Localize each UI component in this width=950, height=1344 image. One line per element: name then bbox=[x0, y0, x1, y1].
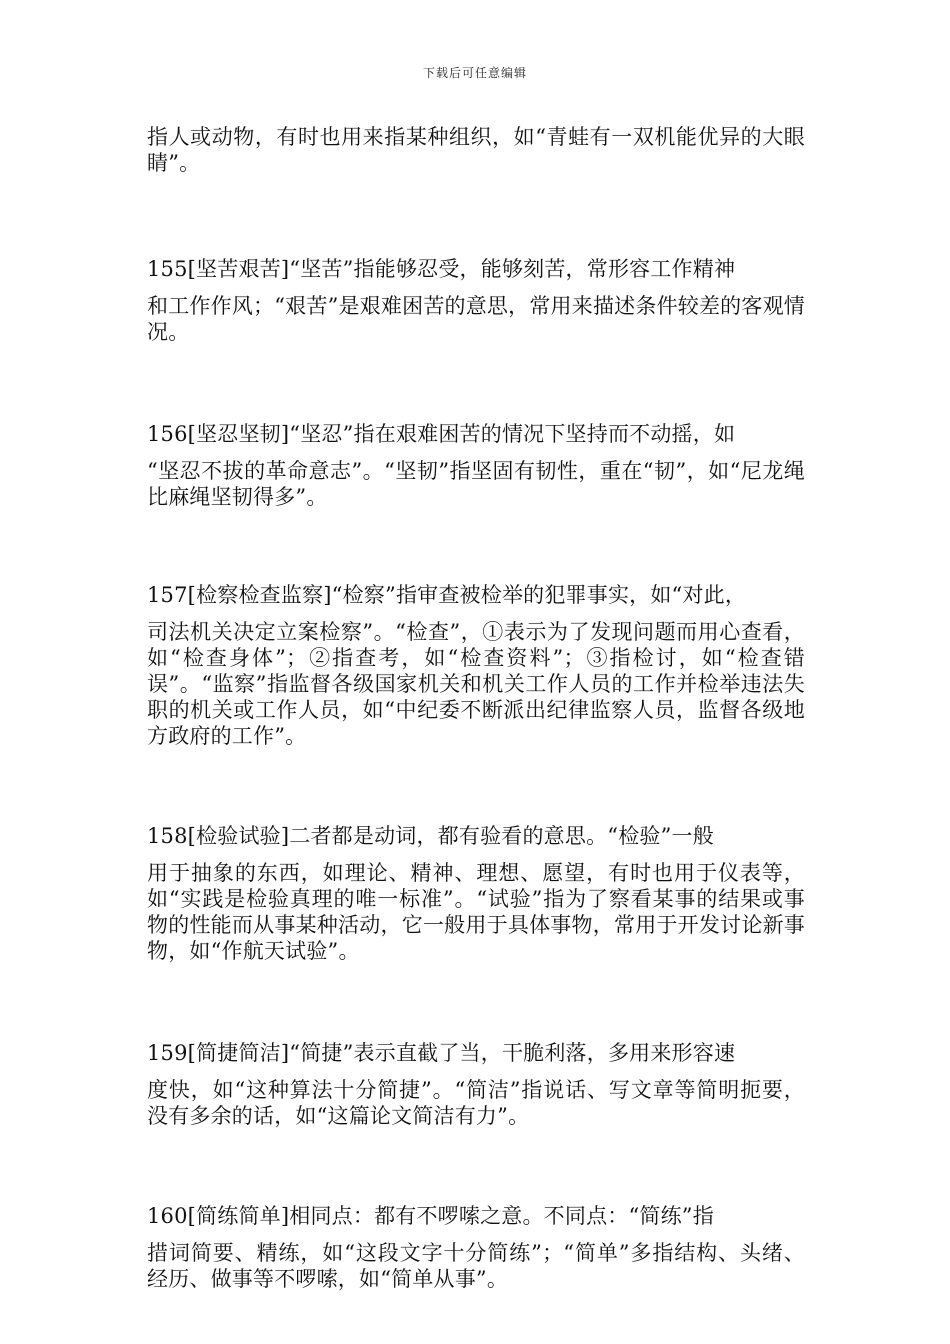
entry-158-heading: 158[检验试验]二者都是动词，都有验看的意思。“检验”一般 bbox=[147, 824, 714, 848]
entry-157-heading: 157[检察检查监察]“检察”指审查被检举的犯罪事实，如“对此， bbox=[147, 583, 747, 607]
entry-158 bbox=[147, 823, 805, 964]
entry-160-text: 措词简要、精练，如“这段文字十分简练”；“简单”多指结构、头绪、经历、做事等不啰嗦，如“简单从事”。 bbox=[147, 1241, 805, 1291]
entry-160-heading: 160[简练简单]相同点：都有不啰嗦之意。不同点：“简练”指 bbox=[147, 1204, 714, 1228]
entry-159-text: 度快，如“这种算法十分简捷”。“简洁”指说话、写文章等简明扼要，没有多余的话，如“这篇论文简洁有力”。 bbox=[147, 1078, 805, 1128]
document-body bbox=[147, 124, 805, 1292]
entry-159 bbox=[147, 1040, 805, 1129]
entry-155 bbox=[147, 256, 805, 345]
entry-158-text: 用于抽象的东西，如理论、精神、理想、愿望，有时也用于仪表等，如“实践是检验真理的唯一标准”。“试验”指为了察看某事的结果或事物的性能而从事某种活动，它一般用于具体事物，常用于开发讨论新事物，如“作航天试验”。 bbox=[147, 861, 805, 963]
entry-155-heading: 155[坚苦艰苦]“坚苦”指能够忍受，能够刻苦，常形容工作精神 bbox=[147, 257, 736, 281]
entry-156-text: “坚忍不拔的革命意志”。“坚韧”指坚固有韧性，重在“韧”，如“尼龙绳比麻绳坚韧得多”。 bbox=[147, 459, 805, 509]
entry-157-text: 司法机关决定立案检察”。“检查”，①表示为了发现问题而用心查看，如“检查身体”；②指查考，如“检查资料”；③指检讨，如“检查错误”。“监察”指监督各级国家机关和机关工作人员的工作并检举违法失职的机关或工作人员，如“中纪委不断派出纪律监察人员，监督各级地方政府的工作”。 bbox=[147, 620, 805, 748]
entry-159-heading: 159[简捷简洁]“简捷”表示直截了当，干脆利落，多用来形容速 bbox=[147, 1041, 736, 1065]
entry-155-text: 和工作作风；“艰苦”是艰难困苦的意思，常用来描述条件较差的客观情况。 bbox=[147, 294, 805, 344]
entry-160 bbox=[147, 1203, 805, 1292]
entry-157 bbox=[147, 582, 805, 749]
entry-156-heading: 156[坚忍坚韧]“坚忍”指在艰难困苦的情况下坚持而不动摇，如 bbox=[147, 422, 736, 446]
intro-paragraph: 指人或动物，有时也用来指某种组织，如“青蛙有一双机能优异的大眼睛”。 bbox=[147, 125, 805, 175]
page-header: 下载后可任意编辑 bbox=[422, 66, 527, 80]
entry-156 bbox=[147, 421, 805, 510]
